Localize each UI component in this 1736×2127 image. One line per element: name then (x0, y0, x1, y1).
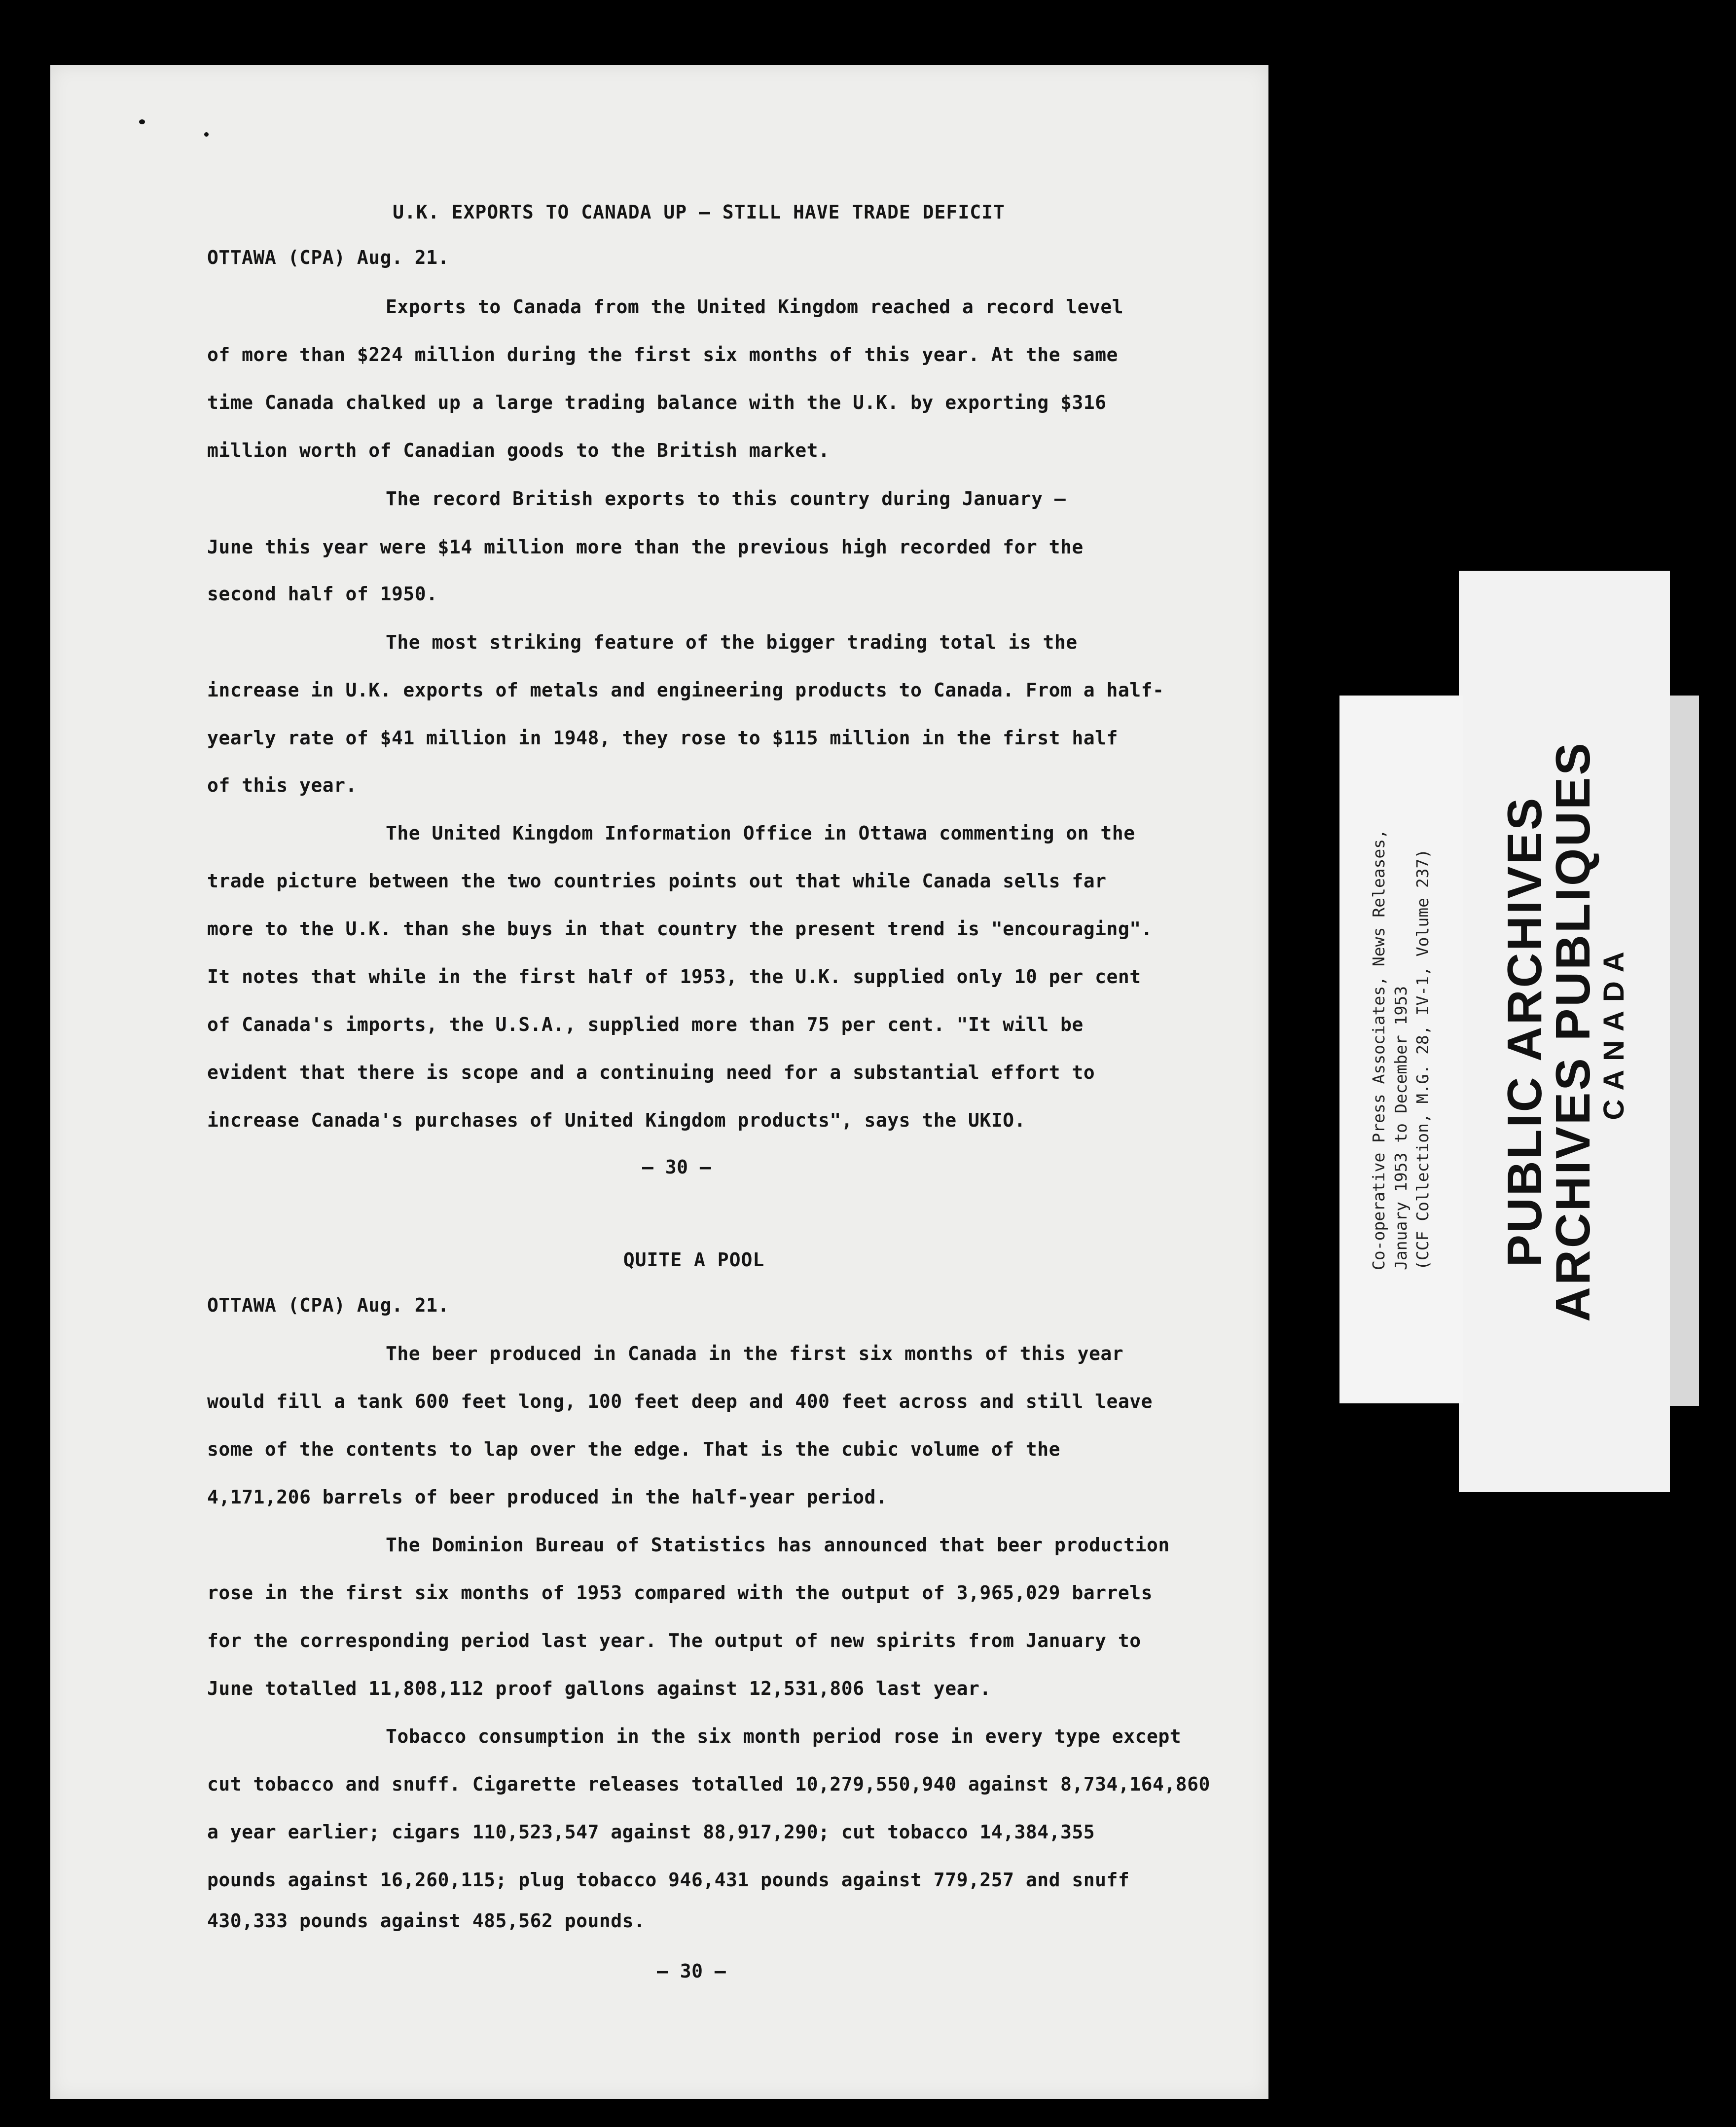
dateline: OTTAWA (CPA) Aug. 21. (207, 247, 449, 268)
body-line: of this year. (207, 774, 357, 796)
reference-line: January 1953 to December 1953 (1391, 986, 1410, 1270)
body-line: It notes that while in the first half of 1953, the U.K. supplied only 10 per cent (207, 966, 1141, 988)
card-shadow (1669, 696, 1699, 1406)
body-line: The Dominion Bureau of Statistics has announced that beer production (386, 1534, 1170, 1556)
end-mark: – 30 – (657, 1960, 726, 1982)
body-line: would fill a tank 600 feet long, 100 feet deep and 400 feet across and still leave (207, 1391, 1153, 1412)
body-line: 4,171,206 barrels of beer produced in the half-year period. (207, 1486, 888, 1508)
body-line: increase in U.K. exports of metals and engineering products to Canada. From a half- (207, 679, 1164, 701)
body-line: June totalled 11,808,112 proof gallons against 12,531,806 last year. (207, 1678, 991, 1699)
dateline: OTTAWA (CPA) Aug. 21. (207, 1294, 449, 1316)
body-line: some of the contents to lap over the edge. That is the cubic volume of the (207, 1438, 1060, 1460)
body-line: increase Canada's purchases of United Kingdom products", says the UKIO. (207, 1109, 1026, 1131)
body-line: more to the U.K. than she buys in that country the present trend is "encouraging". (207, 918, 1153, 940)
body-line: of Canada's imports, the U.S.A., supplied more than 75 per cent. "It will be (207, 1014, 1084, 1035)
body-line: The record British exports to this country during January — (386, 488, 1066, 510)
archive-line-publiques: ARCHIVES PUBLIQUES (1546, 741, 1600, 1322)
end-mark: – 30 – (642, 1156, 712, 1178)
body-line: 430,333 pounds against 485,562 pounds. (207, 1910, 646, 1932)
reference-line: (CCF Collection, M.G. 28, IV-1, Volume 237) (1413, 848, 1433, 1270)
body-line: The most striking feature of the bigger trading total is the (386, 631, 1078, 653)
body-line: The beer produced in Canada in the first six months of this year (386, 1343, 1124, 1364)
body-line: yearly rate of $41 million in 1948, they rose to $115 million in the first half (207, 727, 1118, 749)
headline: QUITE A POOL (623, 1249, 765, 1271)
archive-stamp (1497, 741, 1630, 1322)
typed-page (50, 65, 1268, 2099)
ink-speck (139, 119, 145, 124)
archive-line-public: PUBLIC ARCHIVES (1497, 796, 1552, 1267)
ink-speck (204, 132, 209, 137)
body-line: Exports to Canada from the United Kingdom reached a record level (386, 296, 1124, 318)
reference-line: Co-operative Press Associates, News Releases, (1369, 829, 1389, 1270)
body-line: pounds against 16,260,115; plug tobacco 946,431 pounds against 779,257 and snuff (207, 1869, 1130, 1891)
body-line: second half of 1950. (207, 583, 438, 605)
headline: U.K. EXPORTS TO CANADA UP — STILL HAVE TRADE DEFICIT (393, 201, 1005, 223)
body-line: The United Kingdom Information Office in Ottawa commenting on the (386, 822, 1135, 844)
public-archives-card (1459, 571, 1670, 1492)
collection-reference-card (1339, 696, 1463, 1403)
body-line: June this year were $14 million more than the previous high recorded for the (207, 536, 1084, 558)
body-line: a year earlier; cigars 110,523,547 against 88,917,290; cut tobacco 14,384,355 (207, 1821, 1095, 1843)
body-line: million worth of Canadian goods to the British market. (207, 440, 830, 461)
reference-text (1368, 829, 1434, 1270)
body-line: Tobacco consumption in the six month period rose in every type except (386, 1725, 1182, 1747)
body-line: evident that there is scope and a continuing need for a substantial effort to (207, 1062, 1095, 1083)
body-line: time Canada chalked up a large trading balance with the U.K. by exporting $316 (207, 392, 1107, 413)
body-line: rose in the first six months of 1953 compared with the output of 3,965,029 barrels (207, 1582, 1153, 1604)
archive-line-canada: CANADA (1598, 943, 1630, 1120)
body-line: cut tobacco and snuff. Cigarette releases totalled 10,279,550,940 against 8,734,164,860 (207, 1773, 1210, 1795)
body-line: for the corresponding period last year. The output of new spirits from January to (207, 1630, 1141, 1651)
body-line: of more than $224 million during the first six months of this year. At the same (207, 344, 1118, 366)
body-line: trade picture between the two countries points out that while Canada sells far (207, 870, 1107, 892)
